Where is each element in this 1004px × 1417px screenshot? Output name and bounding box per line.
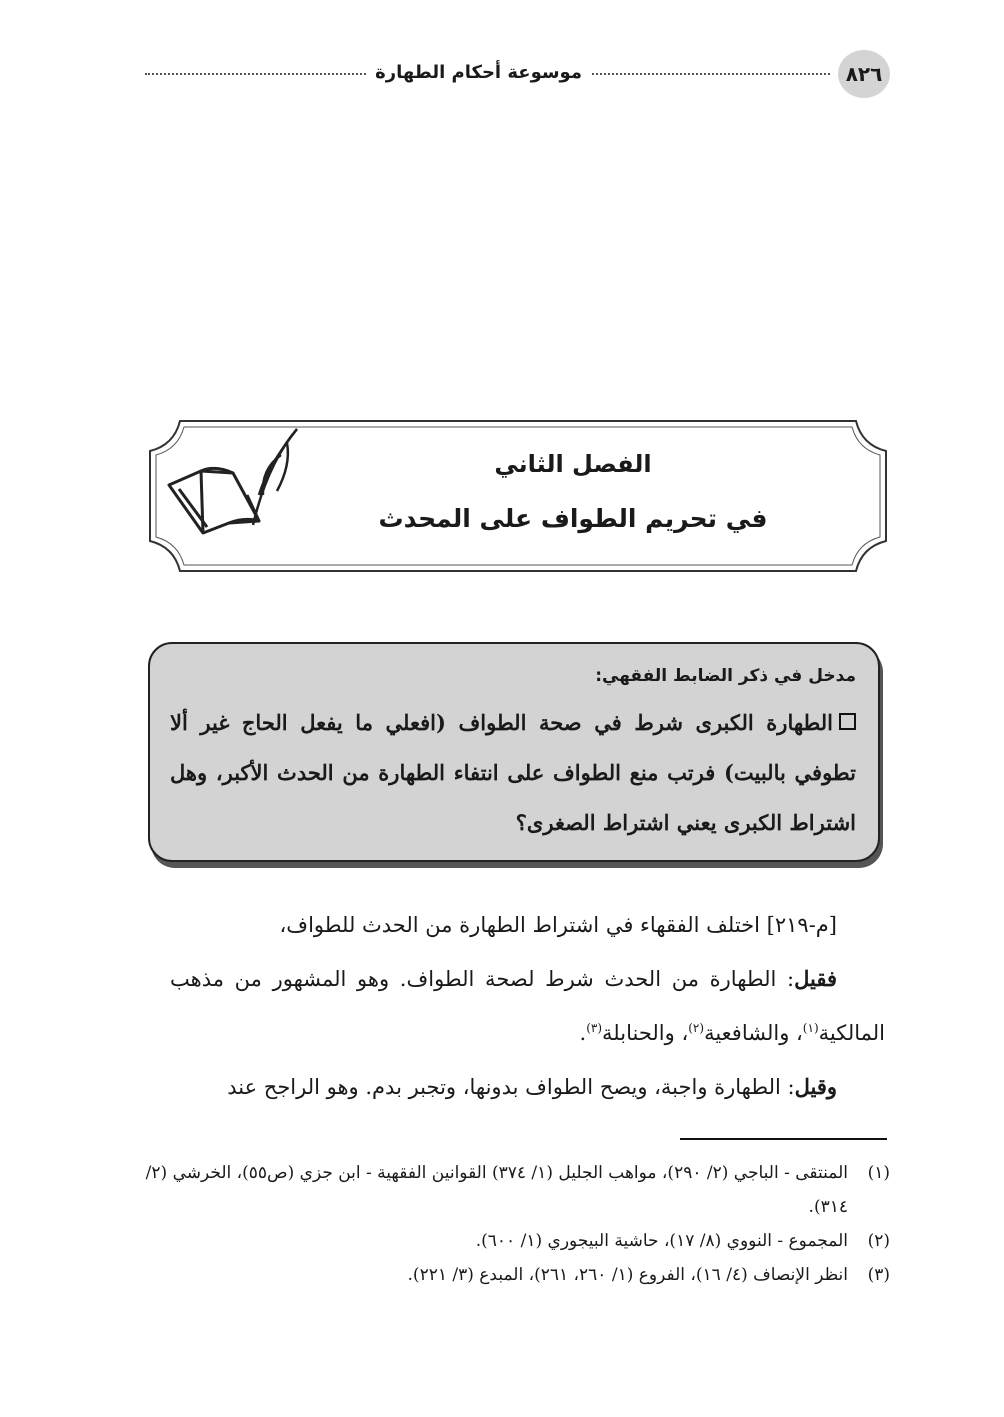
footnote-ref-2[interactable]: (٢)	[688, 1021, 705, 1035]
footnote-text: المنتقى - الباجي (٢/ ٢٩٠)، مواهب الجليل (١/ ٣٧٤) القوانين الفقهية - ابن جزي (ص٥٥)، الخرشي (٢/ ٣١٤).	[145, 1163, 848, 1217]
footnote-text: المجموع - النووي (٨/ ١٧)، حاشية البيجوري (١/ ٦٠٠).	[475, 1231, 848, 1251]
book-title: موسوعة أحكام الطهارة	[367, 60, 590, 86]
footnote-ref-3[interactable]: (٣)	[586, 1021, 603, 1035]
chapter-frame	[148, 419, 888, 573]
paragraph-3	[170, 1060, 885, 1114]
paragraph-3-lead: وقيل	[794, 1074, 837, 1099]
chapter-label: الفصل الثاني	[494, 450, 652, 478]
paragraph-2	[170, 952, 885, 1060]
footnote-number: (٣)	[867, 1265, 890, 1285]
page-number: ٨٢٦	[838, 50, 890, 98]
paragraph-2-mid1: ، والشافعية	[704, 1021, 803, 1045]
running-header	[145, 50, 890, 98]
chapter-heading	[358, 447, 788, 537]
footnote-text: انظر الإنصاف (٤/ ١٦)، الفروع (١/ ٢٦٠، ٢٦١)، المبدع (٣/ ٢٢١).	[407, 1265, 848, 1285]
footnote-number: (١)	[867, 1163, 890, 1183]
footnote-number: (٢)	[867, 1231, 890, 1251]
paragraph-1: [م-٢١٩] اختلف الفقهاء في اشتراط الطهارة من الحدث للطواف،	[279, 913, 837, 937]
intro-body	[170, 698, 856, 848]
book-quill-icon	[163, 425, 303, 535]
paragraph-2-end: .	[579, 1021, 587, 1045]
checkbox-icon	[839, 713, 856, 730]
paragraph-2-lead: فقيل	[794, 966, 837, 991]
paragraph-2-text: : الطهارة من الحدث شرط لصحة الطواف. وهو المشهور من مذهب المالكية	[170, 967, 885, 1045]
footnote-ref-1[interactable]: (١)	[802, 1021, 819, 1035]
main-text	[170, 898, 885, 1114]
paragraph-2-mid2: ، والحنابلة	[602, 1021, 689, 1045]
footnote-rule	[680, 1138, 887, 1140]
intro-text: الطهارة الكبرى شرط في صحة الطواف (افعلي ما يفعل الحاج غير ألا تطوفي بالبيت) فرتب منع الطواف على انتفاء الطهارة من الحدث الأكبر، وهل اشتراط الكبرى يعني اشتراط الصغرى؟	[170, 710, 856, 835]
intro-box	[148, 642, 880, 862]
intro-heading: مدخل في ذكر الضابط الفقهي:	[595, 666, 856, 686]
footnote-item	[140, 1224, 890, 1258]
footnote-item	[140, 1156, 890, 1224]
paragraph-3-text: : الطهارة واجبة، ويصح الطواف بدونها، وتجبر بدم. وهو الراجح عند	[227, 1075, 795, 1099]
chapter-title: في تحريم الطواف على المحدث	[378, 504, 768, 533]
footnote-item	[140, 1258, 890, 1292]
footnotes	[140, 1156, 890, 1292]
